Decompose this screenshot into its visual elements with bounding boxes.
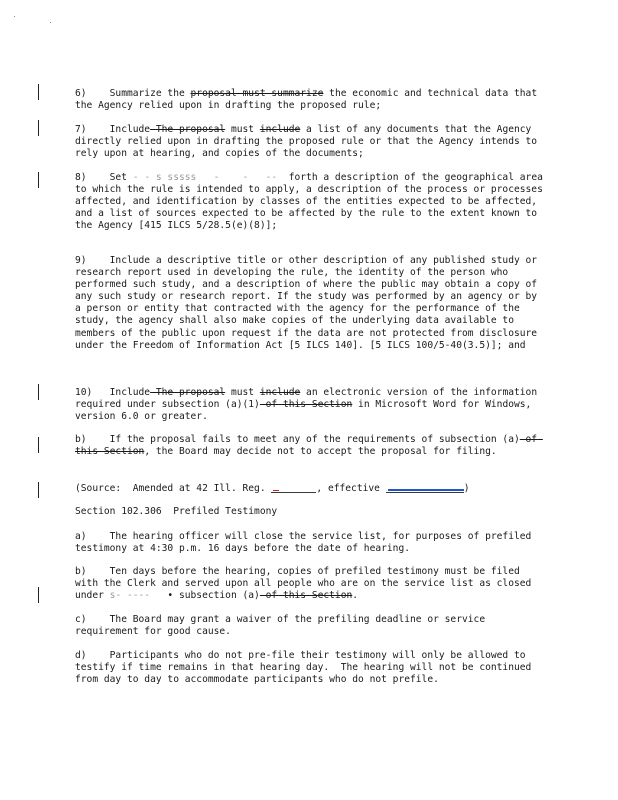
scan-speck	[50, 22, 51, 23]
item-10-struck-text-2: include	[259, 387, 301, 398]
item-8-lead: 8) Set	[75, 172, 133, 183]
section-heading: Section 102.306 Prefiled Testimony	[75, 506, 278, 517]
prefiled-b-paragraph	[75, 566, 545, 602]
source-lead: (Source: Amended at 42 Ill. Reg.	[75, 483, 272, 494]
item-8-faded-text: - - s sssss - - --	[132, 172, 278, 183]
source-mid: , effective	[316, 483, 386, 494]
change-bar	[38, 172, 39, 188]
item-10-struck-text-3: of this Section	[259, 399, 353, 411]
item-10-struck-text: The proposal	[150, 387, 226, 398]
prefiled-d-paragraph: d) Participants who do not pre-file their testimony will only be allowed to testify if time remains in that hearing day. The hearing will not be continued from day to day to accommodate participants who do not prefile.	[75, 650, 538, 686]
prefiled-b-faded-text: s- ----	[109, 590, 162, 602]
item-8-rest: forth a description of the geographical area to which the rule is intended to apply, a description of the process or processes affected, and identification by classes of the entities expected to be affected, and a list of sources expected to be affected by the rule to the extent known to the Agency [415 ILCS 5/28.5(e)(8)];	[75, 172, 549, 232]
effective-date-blank-field	[386, 483, 464, 493]
item-6-paragraph	[75, 88, 545, 112]
subsection-b-lead: b) If the proposal fails to meet any of the requirements of subsection (a)	[75, 434, 520, 445]
scan-speck	[14, 16, 15, 17]
subsection-b-rest: , the Board may decide not to accept the proposal for filing.	[144, 446, 497, 458]
prefiled-c-paragraph: c) The Board may grant a waiver of the prefiling deadline or service requirement for good cause.	[75, 614, 491, 638]
item-7-rest: a list of any documents that the Agency directly relied upon in drafting the proposed rule or that the Agency intends to rely upon at hearing, and copies of the documents;	[75, 124, 543, 160]
item-7-struck-text: The proposal	[150, 124, 226, 135]
change-bar	[38, 84, 39, 100]
change-bar	[38, 587, 39, 603]
source-end: )	[463, 483, 470, 494]
prefiled-b-struck-text: of this Section	[259, 590, 353, 602]
change-bar	[38, 120, 39, 136]
subsection-b-paragraph	[75, 434, 545, 458]
prefiled-a-paragraph: a) The hearing officer will close the service list, for purposes of prefiled testimony at 4:30 p.m. 16 days before the date of hearing.	[75, 531, 538, 555]
register-blank-field	[271, 483, 316, 493]
item-10-paragraph	[75, 387, 545, 423]
change-bar	[38, 482, 39, 498]
change-bar	[38, 437, 39, 453]
item-10-rest: in Microsoft Word for Windows, version 6.0 or greater.	[75, 399, 538, 423]
item-7-paragraph	[75, 124, 545, 160]
item-6-rest: the economic and technical data that the Agency relied upon in drafting the proposed rule;	[75, 88, 543, 112]
item-10-lead: 10) Include	[75, 387, 151, 398]
item-10-mid-2: an electronic version of the information required under subsection (a)(1)	[75, 387, 543, 411]
item-9-paragraph: 9) Include a descriptive title or other description of any published study or research report used in developing the rule, the identity of the person who performed such study, and a description of where the public may obtain a copy of any such study or research report. If the study was performed by an agency or by a person or entity that contracted with the agency for the performance of the study, the agency shall also make copies of the underlying data available to members of the public upon request if the data are not protected from disclosure under the Freedom of Information Act [5 ILCS 140]. [5 ILCS 100/5-40(3.5)]; and	[75, 255, 543, 351]
subsection-b-struck-text: of this Section	[75, 434, 543, 458]
item-8-paragraph	[75, 172, 549, 232]
item-7-lead: 7) Include	[75, 124, 151, 135]
item-7-struck-text-2: include	[259, 124, 301, 135]
prefiled-b-mid: • subsection (a)	[161, 590, 260, 602]
item-7-mid: must	[225, 124, 260, 135]
prefiled-b-rest: .	[352, 590, 359, 602]
change-bar	[38, 384, 39, 400]
item-10-mid: must	[225, 387, 260, 398]
item-6-struck-text: proposal must summarize	[190, 88, 324, 99]
prefiled-b-lead: b) Ten days before the hearing, copies of prefiled testimony must be filed with the Clerk and served upon all people who are on the service list as closed under	[75, 566, 538, 602]
item-6-lead: 6) Summarize the	[75, 88, 191, 99]
source-note	[75, 483, 545, 495]
